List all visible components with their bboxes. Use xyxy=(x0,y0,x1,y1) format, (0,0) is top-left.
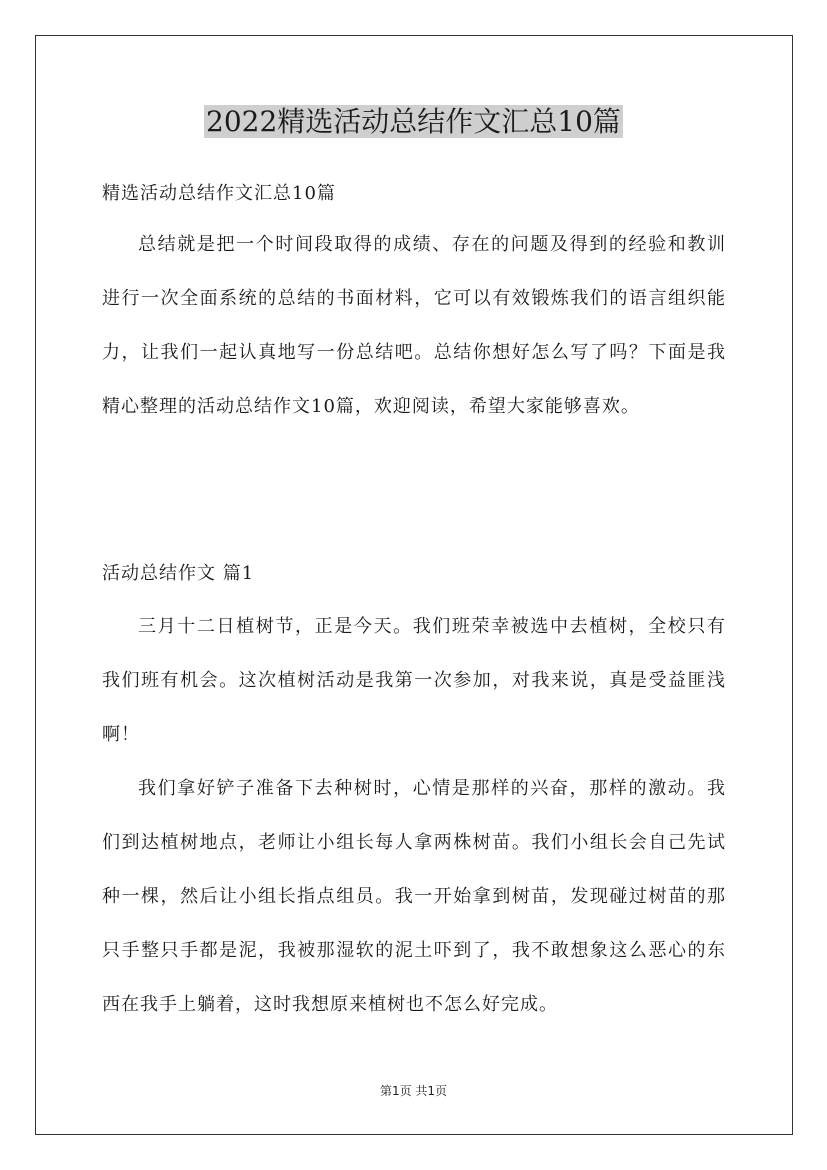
page-footer: 第1页 共1页 xyxy=(379,1084,448,1098)
section-paragraph: 三月十二日植树节，正是今天。我们班荣幸被选中去植树，全校只有我们班有机会。这次植树活动是我第一次参加，对我来说，真是受益匪浅啊！ xyxy=(102,616,726,745)
intro-section xyxy=(102,218,726,434)
document-title-text: 2022精选活动总结作文汇总10篇 xyxy=(206,105,621,138)
document-title xyxy=(0,100,827,144)
intro-paragraph: 总结就是把一个时间段取得的成绩、存在的问题及得到的经验和教训进行一次全面系统的总结的书面材料，它可以有效锻炼我们的语言组织能力，让我们一起认真地写一份总结吧。总结你想好怎么写了吗？下面是我精心整理的活动总结作文10篇，欢迎阅读，希望大家能够喜欢。 xyxy=(102,234,726,417)
section-heading: 活动总结作文 篇1 xyxy=(102,563,255,584)
document-subtitle: 精选活动总结作文汇总10篇 xyxy=(102,183,336,204)
section-body xyxy=(102,600,726,1032)
section-paragraph: 我们拿好铲子准备下去种树时，心情是那样的兴奋，那样的激动。我们到达植树地点，老师让小组长每人拿两株树苗。我们小组长会自己先试种一棵，然后让小组长指点组员。我一开始拿到树苗，发现碰过树苗的那只手整只手都是泥，我被那湿软的泥土吓到了，我不敢想象这么恶心的东西在我手上躺着，这时我想原来植树也不怎么好完成。 xyxy=(102,778,726,1015)
